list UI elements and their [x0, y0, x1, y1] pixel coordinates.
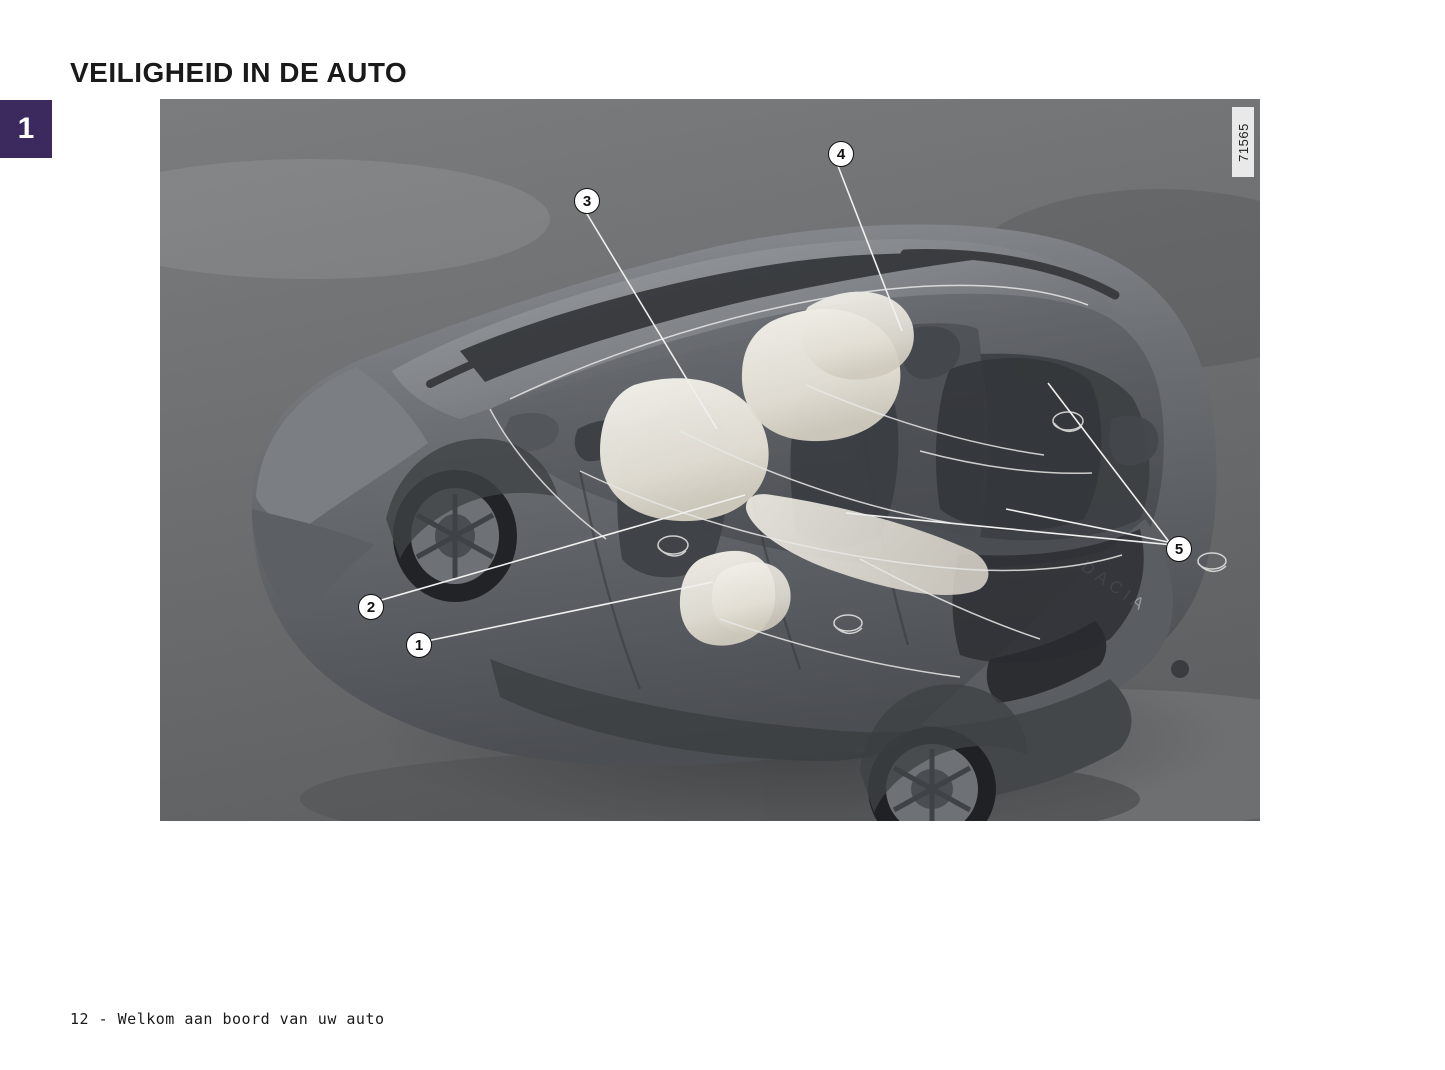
airbag-passenger-upper — [801, 292, 914, 380]
page-title: VEILIGHEID IN DE AUTO — [70, 56, 408, 88]
callout-marker-5: 5 — [1166, 536, 1192, 562]
callout-marker-2: 2 — [358, 594, 384, 620]
page-footer: 12 - Welkom aan boord van uw auto — [70, 1010, 385, 1028]
callout-marker-4: 4 — [828, 141, 854, 167]
illustration-figure — [160, 99, 1260, 821]
car-cutaway-illustration — [160, 99, 1260, 821]
rear-bench-seat — [936, 358, 1102, 531]
chapter-number-tab: 1 — [0, 100, 52, 158]
callout-marker-1: 1 — [406, 632, 432, 658]
callout-marker-3: 3 — [574, 188, 600, 214]
rear-fog-lamp — [1171, 660, 1189, 678]
figure-reference-number: 71565 — [1232, 107, 1254, 177]
airbag-driver-seat-side-lower — [712, 562, 791, 633]
